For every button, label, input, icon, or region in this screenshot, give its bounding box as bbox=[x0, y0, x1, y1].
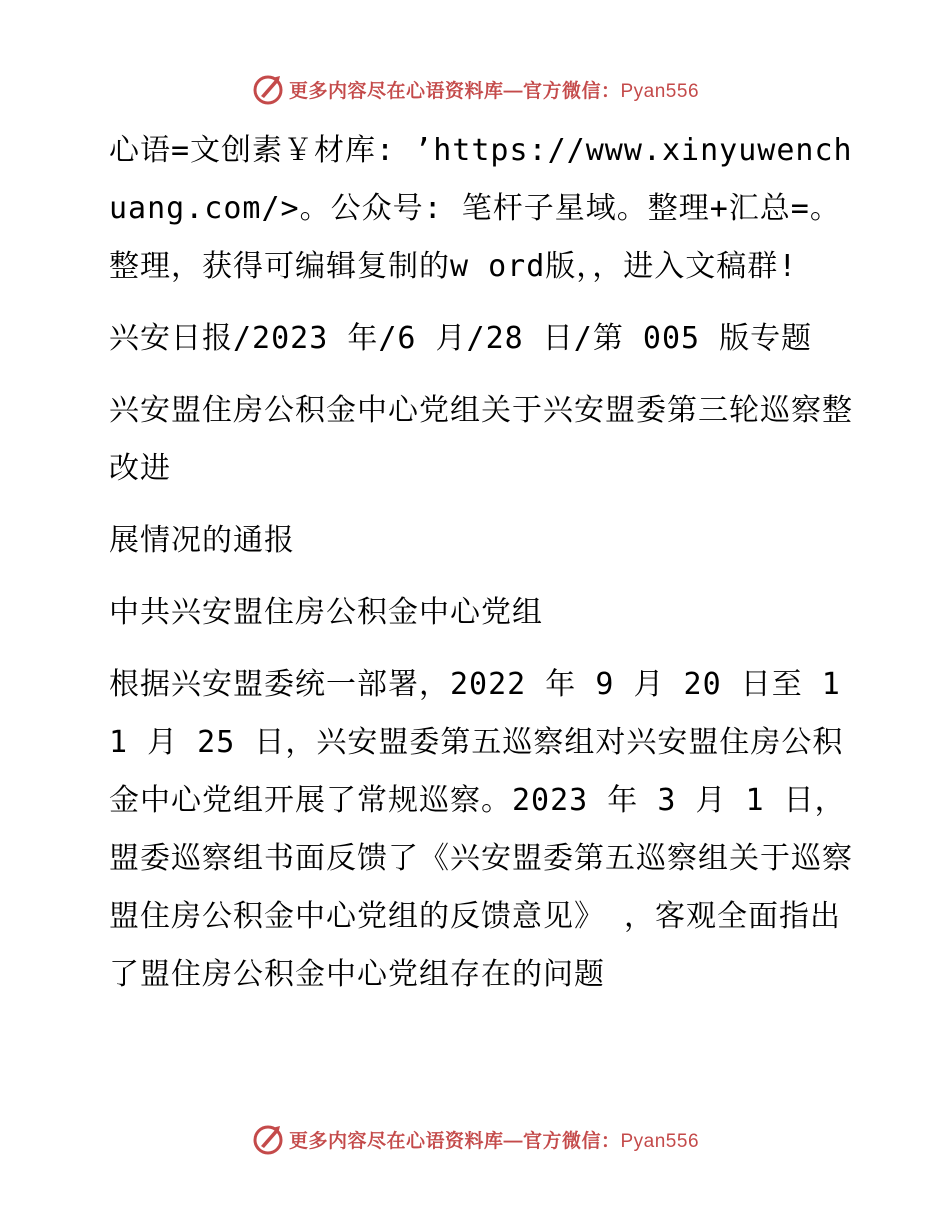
watermark-label: 更多内容尽在心语资料库—官方微信： bbox=[288, 1130, 621, 1152]
issuing-organization: 中共兴安盟住房公积金中心党组 bbox=[109, 595, 543, 630]
source-notice: 心语=文创素￥材库: ’https://www.xinyuwenchuang.com/>。公众号: 笔杆子星域。整理+汇总=。整理，获得可编辑复制的w ord版，，进入文稿群! bbox=[109, 133, 853, 284]
watermark-label: 更多内容尽在心语资料库—官方微信： bbox=[288, 80, 621, 102]
document-title: 兴安盟住房公积金中心党组关于兴安盟委第三轮巡察整改进 bbox=[109, 393, 853, 486]
quill-seal-icon bbox=[251, 72, 285, 106]
watermark-wechat-id: Pyan556 bbox=[620, 80, 700, 102]
footer-watermark bbox=[0, 1122, 950, 1156]
watermark-wechat-id: Pyan556 bbox=[620, 1130, 700, 1152]
quill-seal-icon bbox=[251, 1122, 285, 1156]
document-title-continued: 展情况的通报 bbox=[109, 523, 295, 558]
publication-line: 兴安日报/2023 年/6 月/28 日/第 005 版专题 bbox=[109, 321, 813, 356]
watermark-text bbox=[289, 1126, 699, 1153]
document-body bbox=[97, 122, 857, 1018]
watermark-text bbox=[289, 76, 699, 103]
header-watermark bbox=[0, 72, 950, 106]
body-paragraph: 根据兴安盟委统一部署，2022 年 9 月 20 日至 11 月 25 日，兴安盟委第五巡察组对兴安盟住房公积金中心党组开展了常规巡察。2023 年 3 月 1 日，盟委巡察组书面反馈了《兴安盟委第五巡察组关于巡察盟住房公积金中心党组的反馈意见》 ，客观全面指出了盟住房公积金中心党组存在的问题 bbox=[109, 667, 853, 992]
